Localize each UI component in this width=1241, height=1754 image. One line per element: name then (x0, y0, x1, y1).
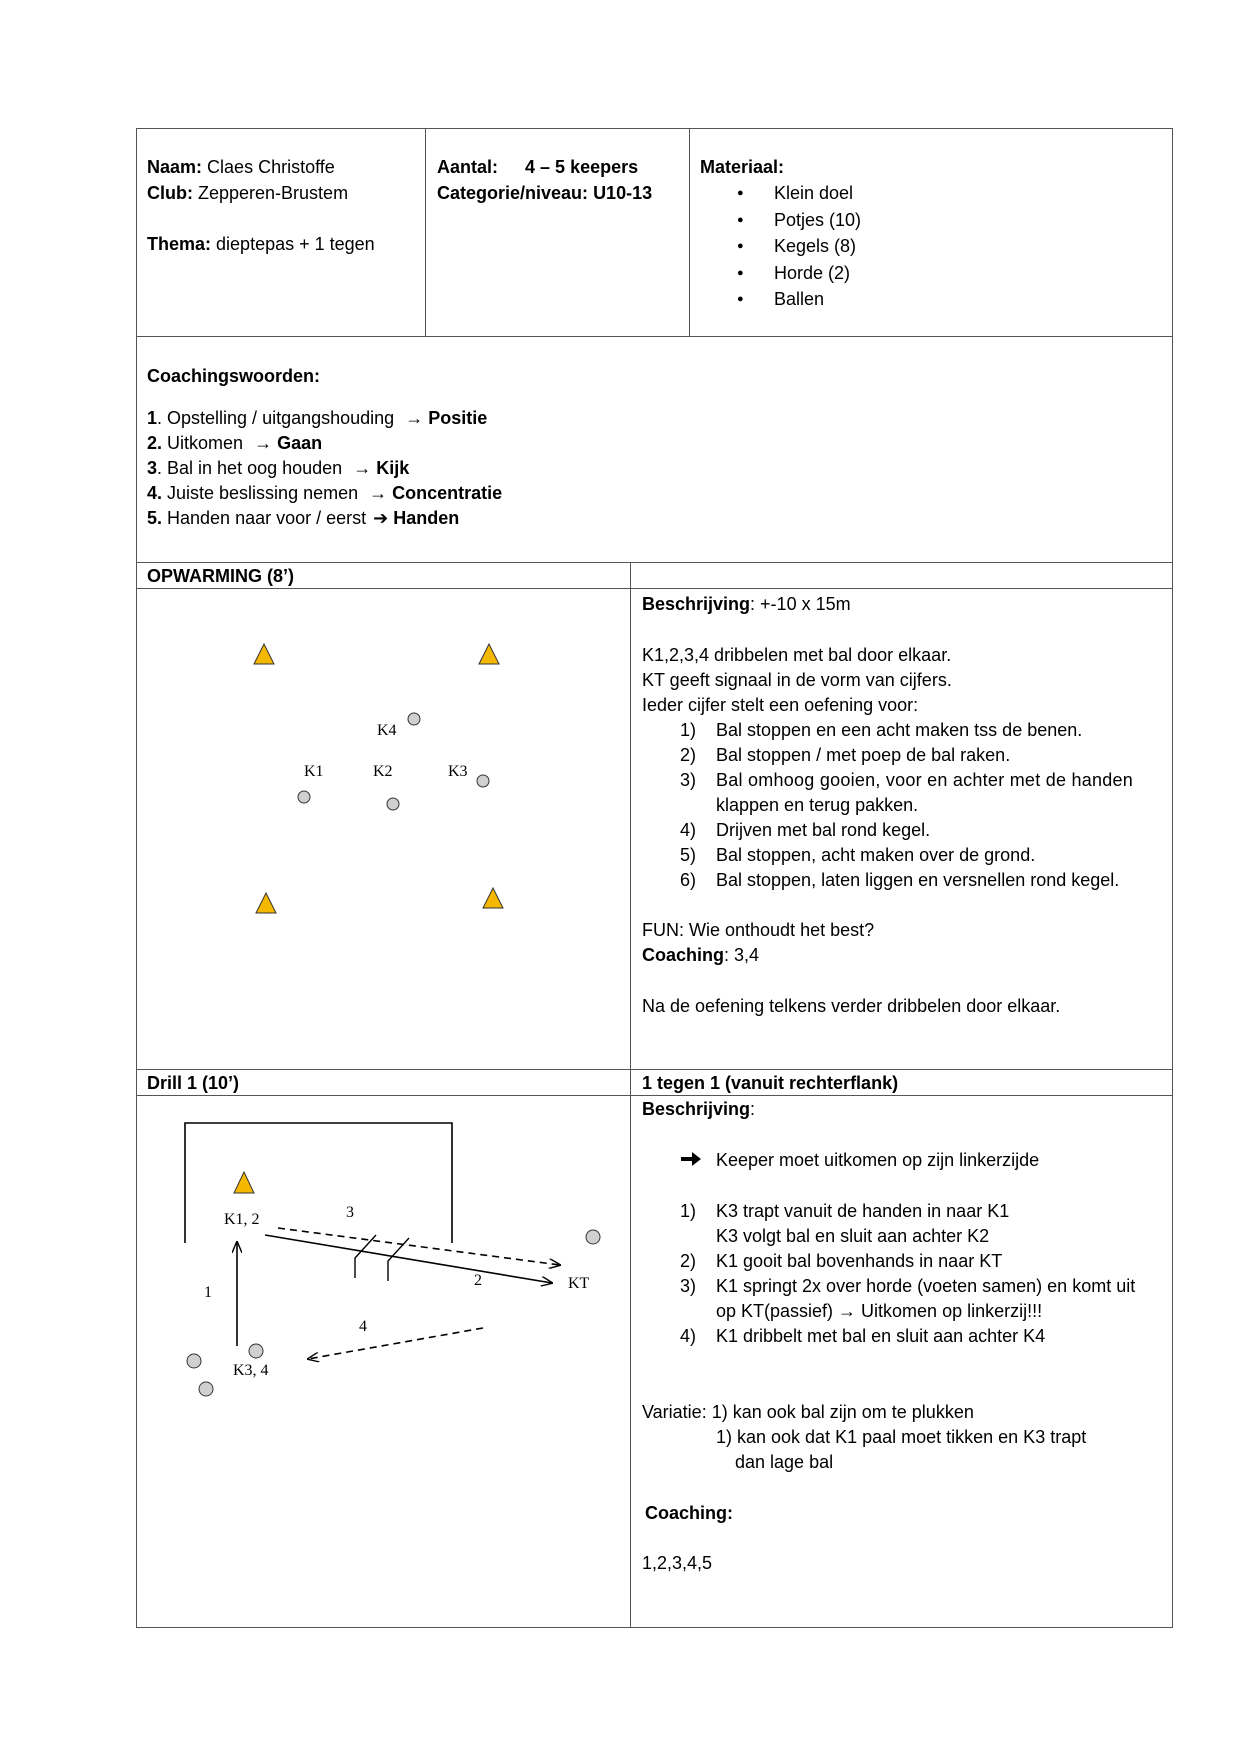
coaching-num: 5. (147, 508, 163, 528)
categorie-label: Categorie/niveau: (437, 183, 589, 203)
dribble-arrow-4 (308, 1328, 483, 1359)
drill-coaching-label: Coaching: (645, 1503, 733, 1523)
step-text-cont: klappen en terug pakken. (716, 795, 919, 815)
aantal-value: 4 – 5 keepers (525, 157, 639, 177)
club-label: Club: (147, 183, 193, 203)
step-text: Bal stoppen / met poep de bal raken. (716, 745, 1011, 765)
step-number: 4) (680, 1326, 697, 1346)
variatie-line-1: Variatie: 1) kan ook bal zijn om te plukken (642, 1402, 974, 1422)
player-label-k34: K3, 4 (233, 1362, 269, 1379)
opw-note: Na de oefening telkens verder dribbelen door elkaar. (642, 996, 1061, 1016)
label-2: 2 (474, 1272, 482, 1289)
beschrijving-colon: : (750, 1099, 756, 1119)
player-label-k1: K1 (304, 763, 324, 780)
ball-icon (187, 1354, 201, 1368)
materiaal-label: Materiaal: (700, 157, 785, 177)
coaching-label: Coaching (642, 945, 725, 965)
coaching-num: 4. (147, 483, 163, 503)
step-text: K1 springt 2x over horde (voeten samen) en komt uit (716, 1276, 1136, 1296)
beschrijving-label: Beschrijving (642, 1099, 751, 1119)
ball-icon (199, 1382, 213, 1396)
step-number: 4) (680, 820, 697, 840)
coaching-value: : 3,4 (724, 945, 760, 965)
coaching-keyword: Kijk (376, 458, 410, 478)
materiaal-item: ● Potjes (10) (774, 207, 861, 234)
opw-line: K1,2,3,4 dribbelen met bal door elkaar. (642, 645, 952, 665)
step-number: 3) (680, 770, 697, 790)
step-number: 1) (680, 1201, 697, 1221)
step-text: Bal stoppen en een acht maken tss de benen. (716, 720, 1083, 740)
table-border-right (1172, 128, 1173, 1628)
player-label-k3: K3 (448, 763, 468, 780)
label-1: 1 (204, 1284, 212, 1301)
variatie-line-2: 1) kan ook dat K1 paal moet tikken en K3 trapt (716, 1427, 1087, 1447)
step-text-cont: op KT(passief) → Uitkomen op linkerzij!!! (716, 1301, 1043, 1321)
coaching-num: 1 (147, 408, 158, 428)
arrow-icon: → (254, 433, 273, 453)
label-4: 4 (359, 1318, 367, 1335)
step-number: 5) (680, 845, 697, 865)
thema-label: Thema: (147, 234, 212, 254)
header-divider-2 (689, 128, 690, 336)
step-number: 2) (680, 1251, 697, 1271)
arrow-icon: → (369, 483, 388, 503)
drill-coaching-value: 1,2,3,4,5 (642, 1553, 713, 1573)
aantal-label: Aantal: (437, 157, 499, 177)
coaching-text: . Bal in het oog houden (157, 458, 343, 478)
opwarming-title: OPWARMING (8’) (147, 566, 294, 586)
club-value: Zepperen-Brustem (198, 183, 349, 203)
step-text: Bal stoppen, laten liggen en versnellen rond kegel. (716, 870, 1120, 890)
arrow-line-text: Keeper moet uitkomen op zijn linkerzijde (716, 1150, 1040, 1170)
coaching-keyword: Positie (428, 408, 488, 428)
step-text: K3 trapt vanuit de handen in naar K1 (716, 1201, 1010, 1221)
naam-value: Claes Christoffe (207, 157, 335, 177)
materiaal-item: ● Ballen (774, 286, 861, 313)
opw-fun: FUN: Wie onthoudt het best? (642, 920, 875, 940)
step-text: Bal omhoog gooien, voor en achter met de handen (716, 770, 1134, 790)
coaching-keyword: Gaan (277, 433, 323, 453)
ball-icon (249, 1344, 263, 1358)
drill1-title: Drill 1 (10’) (147, 1073, 240, 1093)
opw-coaching (642, 943, 759, 968)
step-text: Drijven met bal rond kegel. (716, 820, 931, 840)
arrow-right-icon (680, 1150, 702, 1168)
coaching-num: 2. (147, 433, 163, 453)
coaching-title: Coachingswoorden: (147, 366, 321, 386)
cone-icon (234, 1172, 254, 1193)
step-text-cont: K3 volgt bal en sluit aan achter K2 (716, 1226, 990, 1246)
arrow-icon: → (353, 458, 372, 478)
coaching-text: . Opstelling / uitgangshouding (157, 408, 395, 428)
step-text: K1 gooit bal bovenhands in naar KT (716, 1251, 1003, 1271)
beschrijving-value: : +-10 x 15m (750, 594, 851, 614)
step-number: 3) (680, 1276, 697, 1296)
drill-beschrijving (642, 1097, 755, 1122)
player-label-kt: KT (568, 1275, 590, 1292)
step-number: 1) (680, 720, 697, 740)
opw-line: Ieder cijfer stelt een oefening voor: (642, 695, 919, 715)
step-text: K1 dribbelt met bal en sluit aan achter K4 (716, 1326, 1046, 1346)
arrow-icon: ➔ (373, 508, 389, 528)
materiaal-list (774, 180, 861, 313)
variatie-line-3: dan lage bal (735, 1452, 834, 1472)
categorie-value: U10-13 (593, 183, 653, 203)
player-label-k12: K1, 2 (224, 1211, 260, 1228)
ball-icon (586, 1230, 600, 1244)
materiaal-item: ● Klein doel (774, 180, 861, 207)
label-3: 3 (346, 1204, 354, 1221)
coaching-num: 3 (147, 458, 158, 478)
step-number: 6) (680, 870, 697, 890)
player-label-k4: K4 (377, 722, 397, 739)
naam-label: Naam: (147, 157, 203, 177)
coaching-keyword: Concentratie (392, 483, 503, 503)
step-text: Bal stoppen, acht maken over de grond. (716, 845, 1036, 865)
materiaal-item: ● Horde (2) (774, 260, 861, 287)
step-number: 2) (680, 745, 697, 765)
coaching-text: Uitkomen (162, 433, 244, 453)
coaching-text: Handen naar voor / eerst (162, 508, 367, 528)
coaching-keyword: Handen (393, 508, 460, 528)
thema-value: dieptepas + 1 tegen (216, 234, 375, 254)
hurdle-icon (355, 1235, 376, 1278)
run-arrow-3 (278, 1228, 560, 1265)
materiaal-item: ● Kegels (8) (774, 233, 861, 260)
coaching-text: Juiste beslissing nemen (162, 483, 359, 503)
beschrijving-label: Beschrijving (642, 594, 751, 614)
player-label-k2: K2 (373, 763, 393, 780)
opw-beschrijving (642, 592, 851, 617)
opw-line: KT geeft signaal in de vorm van cijfers. (642, 670, 952, 690)
arrow-icon: → (405, 408, 424, 428)
drill1-diagram (0, 0, 630, 1628)
drill1-subtitle: 1 tegen 1 (vanuit rechterflank) (642, 1073, 899, 1093)
